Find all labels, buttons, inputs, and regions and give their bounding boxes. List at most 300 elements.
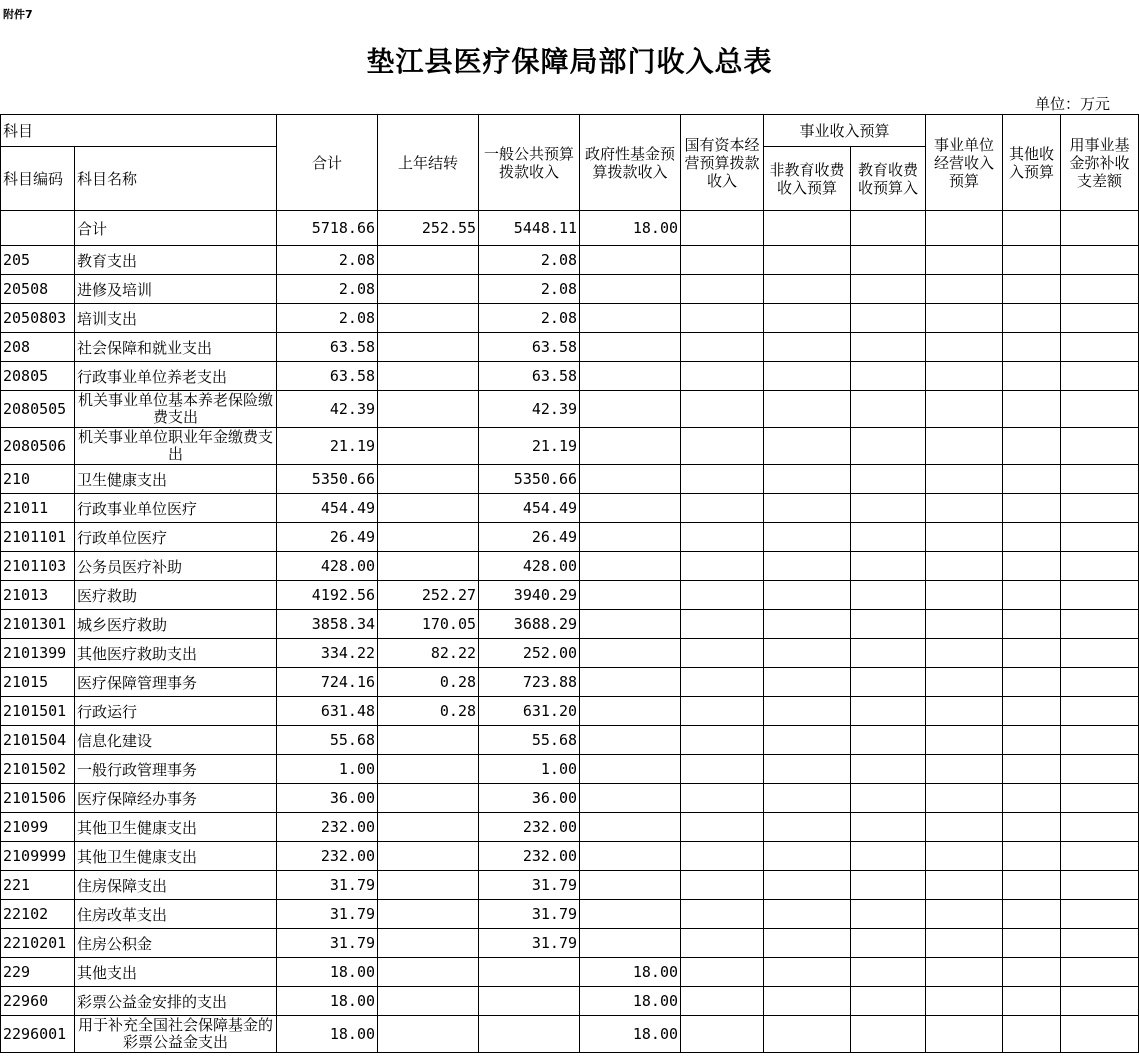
cell-operating-income (926, 211, 1003, 246)
cell-edu-fee (851, 784, 926, 813)
cell-edu-fee (851, 958, 926, 987)
header-fund-balance: 用事业基金弥补收支差额 (1061, 115, 1139, 211)
cell-general-budget: 2.08 (479, 246, 580, 275)
page-title: 垫江县医疗保障局部门收入总表 (366, 45, 773, 78)
cell-other-income (1003, 246, 1061, 275)
cell-total: 428.00 (277, 552, 378, 581)
cell-code: 210 (1, 465, 75, 494)
cell-name: 社会保障和就业支出 (75, 333, 277, 362)
cell-general-budget: 63.58 (479, 333, 580, 362)
cell-other-income (1003, 639, 1061, 668)
cell-code: 22960 (1, 987, 75, 1016)
cell-carryover: 252.27 (378, 581, 479, 610)
cell-state-capital (681, 610, 764, 639)
cell-total: 5718.66 (277, 211, 378, 246)
header-business-income: 事业收入预算 (764, 115, 926, 147)
cell-fund-balance (1061, 958, 1139, 987)
cell-operating-income (926, 494, 1003, 523)
cell-non-edu-fee (764, 958, 851, 987)
cell-name: 城乡医疗救助 (75, 610, 277, 639)
cell-general-budget: 31.79 (479, 929, 580, 958)
cell-state-capital (681, 428, 764, 465)
cell-code: 2101506 (1, 784, 75, 813)
cell-total: 42.39 (277, 391, 378, 428)
cell-carryover (378, 428, 479, 465)
header-subject-code: 科目编码 (1, 147, 75, 211)
cell-other-income (1003, 784, 1061, 813)
cell-state-capital (681, 987, 764, 1016)
table-row (1, 211, 1139, 246)
cell-code: 208 (1, 333, 75, 362)
cell-code (1, 211, 75, 246)
cell-other-income (1003, 275, 1061, 304)
cell-state-capital (681, 929, 764, 958)
cell-fund-balance (1061, 428, 1139, 465)
cell-edu-fee (851, 842, 926, 871)
cell-state-capital (681, 958, 764, 987)
cell-gov-fund (580, 304, 681, 333)
cell-gov-fund (580, 813, 681, 842)
cell-other-income (1003, 211, 1061, 246)
cell-carryover: 82.22 (378, 639, 479, 668)
cell-non-edu-fee (764, 726, 851, 755)
cell-gov-fund: 18.00 (580, 1016, 681, 1053)
cell-non-edu-fee (764, 275, 851, 304)
cell-carryover: 0.28 (378, 697, 479, 726)
cell-non-edu-fee (764, 428, 851, 465)
cell-state-capital (681, 275, 764, 304)
cell-fund-balance (1061, 987, 1139, 1016)
cell-fund-balance (1061, 668, 1139, 697)
cell-state-capital (681, 494, 764, 523)
cell-name: 一般行政管理事务 (75, 755, 277, 784)
cell-fund-balance (1061, 900, 1139, 929)
table-row (1, 552, 1139, 581)
cell-carryover (378, 523, 479, 552)
table-row (1, 428, 1139, 465)
table-row (1, 842, 1139, 871)
cell-state-capital (681, 842, 764, 871)
cell-edu-fee (851, 726, 926, 755)
cell-name: 信息化建设 (75, 726, 277, 755)
cell-carryover (378, 755, 479, 784)
header-carryover: 上年结转 (378, 115, 479, 211)
header-gov-fund: 政府性基金预算拨款收入 (580, 115, 681, 211)
cell-state-capital (681, 668, 764, 697)
cell-gov-fund (580, 246, 681, 275)
cell-code: 21011 (1, 494, 75, 523)
cell-other-income (1003, 755, 1061, 784)
cell-general-budget: 36.00 (479, 784, 580, 813)
cell-edu-fee (851, 987, 926, 1016)
cell-general-budget (479, 958, 580, 987)
cell-total: 5350.66 (277, 465, 378, 494)
cell-total: 18.00 (277, 958, 378, 987)
cell-non-edu-fee (764, 987, 851, 1016)
cell-non-edu-fee (764, 581, 851, 610)
cell-edu-fee (851, 1016, 926, 1053)
cell-total: 63.58 (277, 333, 378, 362)
cell-non-edu-fee (764, 304, 851, 333)
cell-fund-balance (1061, 929, 1139, 958)
cell-non-edu-fee (764, 639, 851, 668)
cell-code: 229 (1, 958, 75, 987)
cell-fund-balance (1061, 1016, 1139, 1053)
cell-operating-income (926, 726, 1003, 755)
cell-general-budget: 21.19 (479, 428, 580, 465)
cell-gov-fund (580, 362, 681, 391)
cell-gov-fund (580, 668, 681, 697)
cell-other-income (1003, 900, 1061, 929)
cell-carryover: 170.05 (378, 610, 479, 639)
cell-operating-income (926, 639, 1003, 668)
cell-code: 2210201 (1, 929, 75, 958)
cell-state-capital (681, 304, 764, 333)
cell-other-income (1003, 362, 1061, 391)
cell-state-capital (681, 900, 764, 929)
cell-code: 221 (1, 871, 75, 900)
header-operating-income: 事业单位经营收入预算 (926, 115, 1003, 211)
table-row (1, 465, 1139, 494)
cell-operating-income (926, 362, 1003, 391)
cell-other-income (1003, 304, 1061, 333)
cell-general-budget: 232.00 (479, 842, 580, 871)
cell-gov-fund (580, 755, 681, 784)
cell-name: 培训支出 (75, 304, 277, 333)
cell-total: 31.79 (277, 871, 378, 900)
cell-name: 进修及培训 (75, 275, 277, 304)
cell-operating-income (926, 581, 1003, 610)
cell-name: 机关事业单位基本养老保险缴费支出 (75, 391, 277, 428)
cell-non-edu-fee (764, 552, 851, 581)
cell-total: 18.00 (277, 987, 378, 1016)
cell-operating-income (926, 246, 1003, 275)
cell-name: 其他支出 (75, 958, 277, 987)
cell-total: 55.68 (277, 726, 378, 755)
cell-operating-income (926, 275, 1003, 304)
table-row (1, 929, 1139, 958)
cell-name: 用于补充全国社会保障基金的彩票公益金支出 (75, 1016, 277, 1053)
cell-other-income (1003, 391, 1061, 428)
cell-carryover (378, 842, 479, 871)
cell-edu-fee (851, 391, 926, 428)
table-row (1, 755, 1139, 784)
cell-operating-income (926, 304, 1003, 333)
cell-non-edu-fee (764, 362, 851, 391)
header-row-1 (1, 115, 1139, 147)
cell-carryover (378, 929, 479, 958)
cell-code: 2101501 (1, 697, 75, 726)
table-row (1, 1016, 1139, 1053)
cell-other-income (1003, 958, 1061, 987)
cell-non-edu-fee (764, 842, 851, 871)
cell-fund-balance (1061, 610, 1139, 639)
cell-carryover (378, 813, 479, 842)
cell-operating-income (926, 842, 1003, 871)
cell-carryover (378, 726, 479, 755)
table-row (1, 987, 1139, 1016)
table-row (1, 581, 1139, 610)
cell-operating-income (926, 987, 1003, 1016)
cell-edu-fee (851, 900, 926, 929)
cell-state-capital (681, 246, 764, 275)
cell-fund-balance (1061, 523, 1139, 552)
cell-carryover (378, 333, 479, 362)
cell-general-budget: 631.20 (479, 697, 580, 726)
cell-code: 2101399 (1, 639, 75, 668)
cell-edu-fee (851, 668, 926, 697)
cell-operating-income (926, 391, 1003, 428)
cell-fund-balance (1061, 494, 1139, 523)
cell-state-capital (681, 784, 764, 813)
cell-code: 2080505 (1, 391, 75, 428)
cell-operating-income (926, 871, 1003, 900)
cell-name: 公务员医疗补助 (75, 552, 277, 581)
cell-other-income (1003, 581, 1061, 610)
cell-total: 1.00 (277, 755, 378, 784)
cell-edu-fee (851, 697, 926, 726)
cell-other-income (1003, 428, 1061, 465)
cell-carryover (378, 871, 479, 900)
cell-code: 2080506 (1, 428, 75, 465)
cell-general-budget: 26.49 (479, 523, 580, 552)
cell-name: 合计 (75, 211, 277, 246)
cell-general-budget: 31.79 (479, 900, 580, 929)
table-row (1, 610, 1139, 639)
cell-general-budget: 1.00 (479, 755, 580, 784)
cell-total: 454.49 (277, 494, 378, 523)
cell-name: 其他医疗救助支出 (75, 639, 277, 668)
cell-non-edu-fee (764, 494, 851, 523)
cell-operating-income (926, 813, 1003, 842)
cell-non-edu-fee (764, 610, 851, 639)
table-row (1, 494, 1139, 523)
cell-total: 63.58 (277, 362, 378, 391)
cell-non-edu-fee (764, 211, 851, 246)
cell-general-budget: 3940.29 (479, 581, 580, 610)
cell-other-income (1003, 929, 1061, 958)
cell-carryover (378, 246, 479, 275)
cell-general-budget: 63.58 (479, 362, 580, 391)
cell-total: 31.79 (277, 900, 378, 929)
cell-total: 724.16 (277, 668, 378, 697)
cell-fund-balance (1061, 755, 1139, 784)
header-total: 合计 (277, 115, 378, 211)
cell-other-income (1003, 668, 1061, 697)
cell-carryover: 252.55 (378, 211, 479, 246)
cell-non-edu-fee (764, 900, 851, 929)
table-row (1, 784, 1139, 813)
cell-name: 住房公积金 (75, 929, 277, 958)
cell-edu-fee (851, 552, 926, 581)
cell-edu-fee (851, 610, 926, 639)
cell-non-edu-fee (764, 523, 851, 552)
cell-operating-income (926, 1016, 1003, 1053)
cell-fund-balance (1061, 246, 1139, 275)
table-row (1, 639, 1139, 668)
cell-name: 住房保障支出 (75, 871, 277, 900)
cell-fund-balance (1061, 275, 1139, 304)
cell-fund-balance (1061, 304, 1139, 333)
cell-other-income (1003, 987, 1061, 1016)
cell-carryover (378, 1016, 479, 1053)
cell-general-budget: 5350.66 (479, 465, 580, 494)
cell-carryover: 0.28 (378, 668, 479, 697)
cell-state-capital (681, 523, 764, 552)
cell-carryover (378, 958, 479, 987)
cell-edu-fee (851, 929, 926, 958)
cell-non-edu-fee (764, 1016, 851, 1053)
cell-total: 26.49 (277, 523, 378, 552)
cell-carryover (378, 465, 479, 494)
cell-gov-fund (580, 929, 681, 958)
cell-total: 232.00 (277, 842, 378, 871)
cell-name: 教育支出 (75, 246, 277, 275)
table-row (1, 362, 1139, 391)
cell-operating-income (926, 428, 1003, 465)
cell-name: 卫生健康支出 (75, 465, 277, 494)
cell-fund-balance (1061, 391, 1139, 428)
table-row (1, 391, 1139, 428)
cell-gov-fund (580, 900, 681, 929)
cell-total: 4192.56 (277, 581, 378, 610)
cell-code: 2296001 (1, 1016, 75, 1053)
cell-general-budget (479, 1016, 580, 1053)
cell-state-capital (681, 697, 764, 726)
cell-name: 医疗保障管理事务 (75, 668, 277, 697)
table-row (1, 813, 1139, 842)
cell-state-capital (681, 581, 764, 610)
cell-general-budget: 428.00 (479, 552, 580, 581)
cell-operating-income (926, 958, 1003, 987)
cell-operating-income (926, 523, 1003, 552)
header-subject: 科目 (1, 115, 277, 147)
cell-edu-fee (851, 523, 926, 552)
cell-fund-balance (1061, 871, 1139, 900)
cell-other-income (1003, 610, 1061, 639)
cell-fund-balance (1061, 726, 1139, 755)
cell-edu-fee (851, 428, 926, 465)
cell-operating-income (926, 610, 1003, 639)
cell-general-budget: 42.39 (479, 391, 580, 428)
cell-operating-income (926, 668, 1003, 697)
cell-code: 20508 (1, 275, 75, 304)
cell-gov-fund (580, 494, 681, 523)
cell-name: 医疗救助 (75, 581, 277, 610)
cell-gov-fund (580, 697, 681, 726)
cell-fund-balance (1061, 465, 1139, 494)
cell-other-income (1003, 523, 1061, 552)
table-row (1, 275, 1139, 304)
cell-carryover (378, 552, 479, 581)
cell-non-edu-fee (764, 246, 851, 275)
cell-general-budget: 3688.29 (479, 610, 580, 639)
cell-other-income (1003, 1016, 1061, 1053)
cell-non-edu-fee (764, 929, 851, 958)
cell-gov-fund (580, 726, 681, 755)
cell-name: 机关事业单位职业年金缴费支出 (75, 428, 277, 465)
cell-fund-balance (1061, 333, 1139, 362)
cell-other-income (1003, 813, 1061, 842)
table-row (1, 523, 1139, 552)
cell-code: 2101301 (1, 610, 75, 639)
cell-non-edu-fee (764, 784, 851, 813)
cell-code: 2050803 (1, 304, 75, 333)
cell-non-edu-fee (764, 391, 851, 428)
cell-state-capital (681, 391, 764, 428)
cell-code: 2101502 (1, 755, 75, 784)
cell-state-capital (681, 211, 764, 246)
cell-non-edu-fee (764, 333, 851, 362)
cell-state-capital (681, 813, 764, 842)
table-row (1, 304, 1139, 333)
cell-other-income (1003, 726, 1061, 755)
cell-gov-fund (580, 610, 681, 639)
cell-carryover (378, 275, 479, 304)
cell-fund-balance (1061, 639, 1139, 668)
cell-general-budget: 454.49 (479, 494, 580, 523)
cell-code: 22102 (1, 900, 75, 929)
cell-fund-balance (1061, 842, 1139, 871)
cell-non-edu-fee (764, 755, 851, 784)
cell-operating-income (926, 697, 1003, 726)
cell-name: 行政运行 (75, 697, 277, 726)
cell-carryover (378, 362, 479, 391)
cell-code: 2101504 (1, 726, 75, 755)
cell-state-capital (681, 1016, 764, 1053)
cell-name: 行政单位医疗 (75, 523, 277, 552)
cell-general-budget (479, 987, 580, 1016)
cell-edu-fee (851, 362, 926, 391)
cell-code: 2101103 (1, 552, 75, 581)
cell-other-income (1003, 842, 1061, 871)
cell-general-budget: 2.08 (479, 275, 580, 304)
cell-other-income (1003, 333, 1061, 362)
cell-general-budget: 31.79 (479, 871, 580, 900)
cell-carryover (378, 391, 479, 428)
cell-name: 医疗保障经办事务 (75, 784, 277, 813)
cell-state-capital (681, 726, 764, 755)
header-other-income: 其他收入预算 (1003, 115, 1061, 211)
cell-edu-fee (851, 813, 926, 842)
cell-gov-fund: 18.00 (580, 211, 681, 246)
cell-fund-balance (1061, 784, 1139, 813)
cell-gov-fund: 18.00 (580, 958, 681, 987)
cell-other-income (1003, 697, 1061, 726)
cell-operating-income (926, 929, 1003, 958)
cell-non-edu-fee (764, 697, 851, 726)
header-state-capital: 国有资本经营预算拨款收入 (681, 115, 764, 211)
cell-fund-balance (1061, 581, 1139, 610)
cell-operating-income (926, 784, 1003, 813)
cell-code: 21099 (1, 813, 75, 842)
cell-state-capital (681, 333, 764, 362)
cell-gov-fund (580, 428, 681, 465)
cell-fund-balance (1061, 552, 1139, 581)
cell-gov-fund (580, 784, 681, 813)
table-row (1, 246, 1139, 275)
cell-carryover (378, 494, 479, 523)
cell-edu-fee (851, 275, 926, 304)
cell-name: 住房改革支出 (75, 900, 277, 929)
cell-state-capital (681, 362, 764, 391)
cell-general-budget: 55.68 (479, 726, 580, 755)
cell-other-income (1003, 871, 1061, 900)
cell-general-budget: 2.08 (479, 304, 580, 333)
cell-edu-fee (851, 639, 926, 668)
cell-gov-fund (580, 333, 681, 362)
cell-edu-fee (851, 465, 926, 494)
